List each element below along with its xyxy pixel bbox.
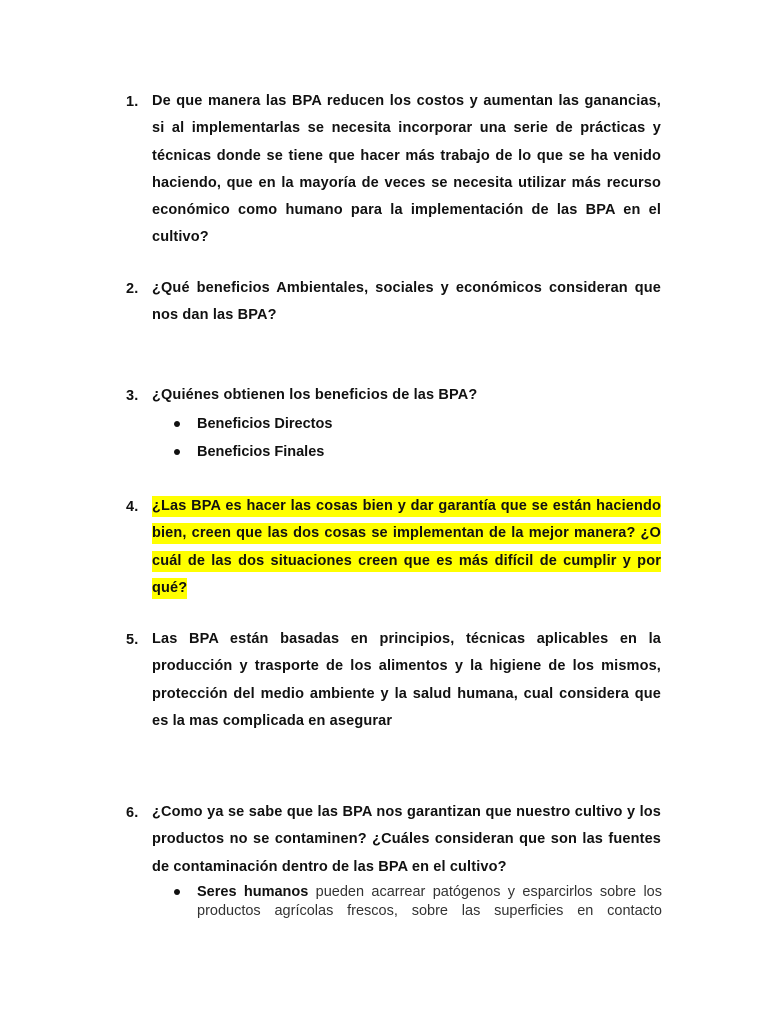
question-4	[126, 499, 661, 602]
question-text: ¿Como ya se sabe que las BPA nos garantizan que nuestro cultivo y los productos no se contaminen? ¿Cuáles consideran que son las fuentes de contaminación dentro de las BPA en el cultivo?	[152, 804, 661, 875]
question-2	[126, 281, 661, 330]
question-6	[126, 805, 661, 881]
question-number: 1.	[126, 94, 139, 110]
bullet-item	[170, 415, 665, 443]
bullet-dot-icon	[174, 421, 180, 427]
question-3-bullet-list	[170, 415, 665, 471]
bullet-text	[197, 883, 662, 921]
question-1	[126, 94, 661, 252]
question-text: ¿Qué beneficios Ambientales, sociales y económicos consideran que nos dan las BPA?	[152, 280, 661, 324]
bullet-dot-icon	[174, 449, 180, 455]
question-text	[152, 493, 661, 602]
question-number: 6.	[126, 805, 139, 821]
question-6-bullet	[170, 883, 662, 921]
bullet-text: Beneficios Directos	[197, 416, 333, 432]
bullet-item	[170, 443, 665, 471]
bullet-rest-text: pueden acarrear patógenos y esparcirlos sobre los productos agrícolas frescos, sobre las superficies en contacto	[197, 884, 662, 919]
question-number: 4.	[126, 499, 139, 515]
bullet-strong-text: Seres humanos	[197, 884, 309, 900]
question-5	[126, 632, 661, 735]
question-number: 5.	[126, 632, 139, 648]
question-text: ¿Quiénes obtienen los beneficios de las BPA?	[152, 387, 478, 403]
bullet-dot-icon	[174, 889, 180, 895]
question-text: Las BPA están basadas en principios, técnicas aplicables en la producción y trasporte de los alimentos y la higiene de los mismos, protección del medio ambiente y la salud humana, cual considera que es la mas complicada en asegurar	[152, 631, 661, 729]
question-number: 3.	[126, 388, 139, 404]
question-text: De que manera las BPA reducen los costos y aumentan las ganancias, si al implementarlas se necesita incorporar una serie de prácticas y técnicas donde se tiene que hacer más trabajo de lo que se ha venido haciendo, que en la mayoría de veces se necesita utilizar más recurso económico como humano para la implementación de las BPA en el cultivo?	[152, 93, 661, 246]
highlighted-text: ¿Las BPA es hacer las cosas bien y dar garantía que se están haciendo bien, creen que las dos cosas se implementan de la mejor manera? ¿O cuál de las dos situaciones creen que es más difícil de cumplir y por qué?	[152, 496, 661, 599]
question-3	[126, 388, 661, 409]
bullet-text: Beneficios Finales	[197, 444, 325, 460]
question-number: 2.	[126, 281, 139, 297]
